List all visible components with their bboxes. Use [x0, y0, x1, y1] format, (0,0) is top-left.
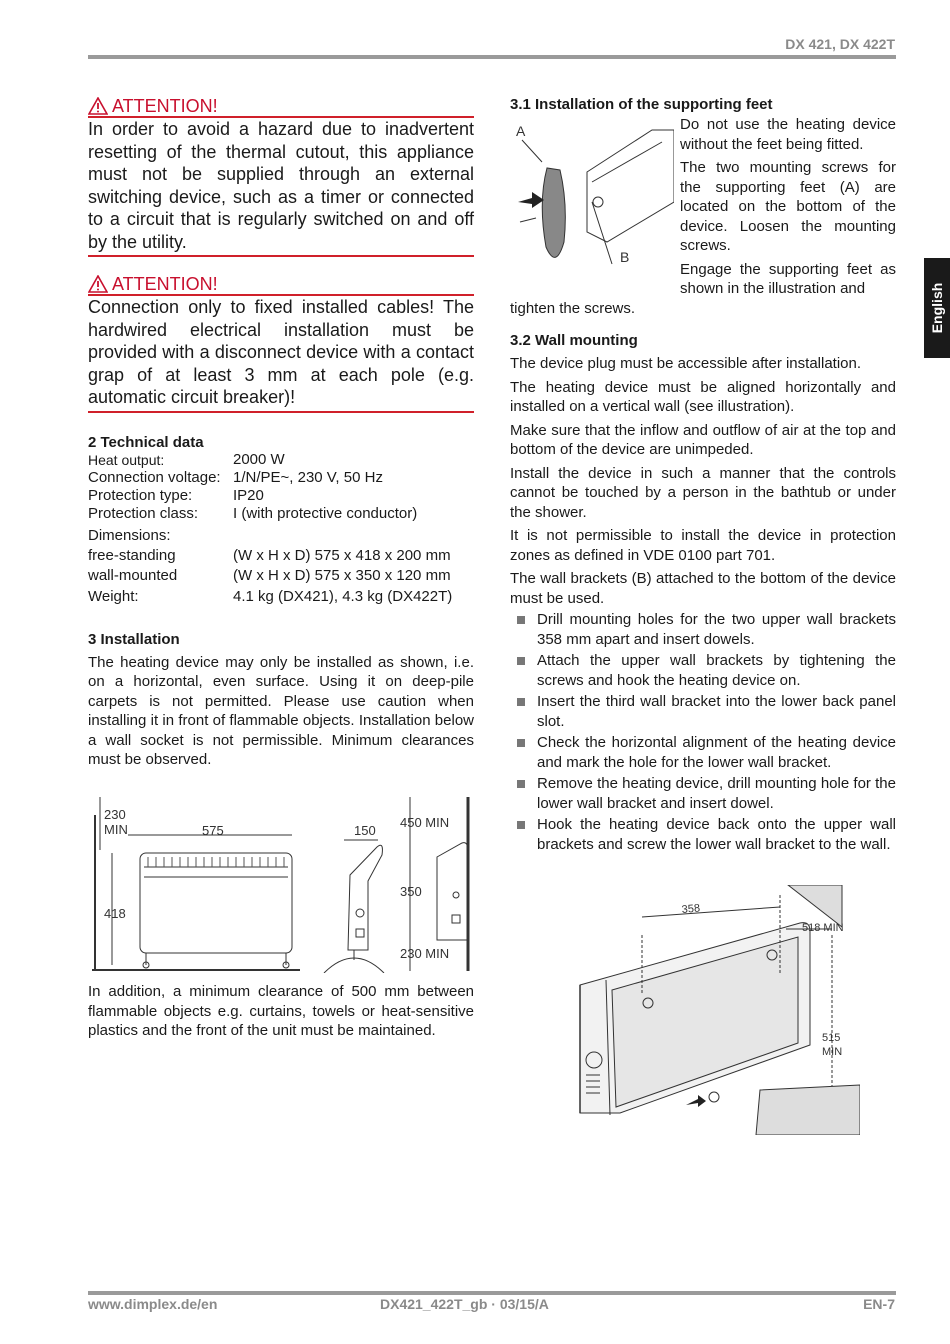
- table-row: Protection type: IP20: [88, 486, 264, 504]
- right-column: [510, 96, 896, 856]
- clearance-diagram: [92, 795, 474, 973]
- dimension-label: MIN: [822, 1046, 843, 1058]
- list-item: Hook the heating device back onto the upper wall brackets and screw the lower wall bracket to the wall.: [510, 815, 896, 854]
- supporting-feet-heading: 3.1 Installation of the supporting feet: [510, 96, 773, 113]
- attention-label: ATTENTION!: [112, 274, 218, 294]
- list-item: Check the horizontal alignment of the heating device and mark the hole for the lower wall bracket.: [510, 733, 896, 772]
- footer-website: www.dimplex.de/en: [88, 1296, 218, 1312]
- footer-page-number: EN-7: [863, 1296, 895, 1312]
- dimension-label: 150: [354, 823, 376, 838]
- attention-text: In order to avoid a hazard due to inadvertent resetting of the thermal cutout, this appliance must not be supplied through an external switching device, such as a timer or connected to a circuit that is regularly switched on and off by the utility.: [88, 118, 474, 257]
- dimension-label: MIN: [104, 822, 128, 837]
- table-row: Protection class: I (with protective conductor): [88, 504, 418, 522]
- dimension-label: 575: [202, 823, 224, 838]
- callout-label: A: [516, 123, 526, 139]
- wall-text: It is not permissible to install the device in protection zones as defined in VDE 0100 part 701.: [510, 527, 896, 564]
- attention-text: Connection only to fixed installed cables! The hardwired electrical installation must be provided with a disconnect device with a contact grap of at least 3 mm at each pole (e.g. automatic circuit breaker)!: [88, 296, 474, 413]
- attention-label: ATTENTION!: [112, 96, 218, 116]
- list-item: Remove the heating device, drill mounting hole for the lower wall bracket and insert dowel.: [510, 774, 896, 813]
- warning-triangle-icon: [88, 275, 108, 293]
- wall-text: Install the device in such a manner that the controls cannot be touched by a person in the bathtub or under the shower.: [510, 464, 896, 521]
- list-item: Insert the third wall bracket into the lower back panel slot.: [510, 692, 896, 731]
- feet-text-4: tighten the screws.: [510, 299, 636, 317]
- installation-heading: 3 Installation: [88, 630, 180, 648]
- dimension-label: 518 MIN: [802, 922, 844, 934]
- table-row: Weight: 4.1 kg (DX421), 4.3 kg (DX422T): [88, 587, 453, 605]
- language-tab: [924, 258, 950, 358]
- list-item: Drill mounting holes for the two upper wall brackets 358 mm apart and insert dowels.: [510, 610, 896, 649]
- table-row: wall-mounted (W x H x D) 575 x 350 x 120 mm: [88, 566, 451, 584]
- language-tab-label: English: [929, 282, 945, 334]
- supporting-feet-diagram: [512, 122, 674, 272]
- dimension-label: 230 MIN: [400, 946, 450, 961]
- feet-text-2: The two mounting screws for the supporting feet (A) are located on the bottom of the device. Loosen the mounting screws.: [680, 159, 896, 254]
- wall-text: The heating device must be aligned horizontally and installed on a vertical wall (see illustration).: [510, 378, 896, 415]
- list-item: Attach the upper wall brackets by tightening the screws and hook the heating device on.: [510, 651, 896, 690]
- dimension-label: 450 MIN: [400, 815, 450, 830]
- dimension-label: 358: [681, 902, 701, 916]
- document-model-title: DX 421, DX 422T: [785, 36, 895, 52]
- installation-text: The heating device may only be installed as shown, i.e. on a horizontal, even surface. Using it on deep-pile carpets is not permitted. Please use caution when installing it in front of flammable objects. Installation below a wall socket is not permissible. Minimum clearances must be observed.: [88, 653, 474, 768]
- wall-text: The device plug must be accessible after installation.: [510, 355, 862, 372]
- feet-text-1: Do not use the heating device without the feet being fitted.: [680, 116, 896, 153]
- callout-label: B: [620, 249, 630, 265]
- attention-block-1: [88, 96, 474, 257]
- footer-document-id: DX421_422T_gb · 03/15/A: [380, 1296, 549, 1312]
- left-column: [88, 96, 474, 770]
- table-row: Connection voltage: 1/N/PE~, 230 V, 50 Hz: [88, 468, 383, 486]
- wall-text: Make sure that the inflow and outflow of air at the top and bottom of the device are unimpeded.: [510, 421, 896, 458]
- technical-data-table: [88, 451, 417, 523]
- dimensions-label: Dimensions:: [88, 526, 171, 544]
- dimension-label: 418: [104, 906, 126, 921]
- attention-block-2: [88, 274, 474, 413]
- footer-rule: [88, 1291, 896, 1295]
- table-row: free-standing (W x H x D) 575 x 418 x 200 mm: [88, 546, 451, 564]
- table-row: Heat output: 2000 W: [88, 450, 285, 468]
- installation-after-text: In addition, a minimum clearance of 500 mm between flammable objects e.g. curtains, towels or heat-sensitive plastics and the front of the unit must be maintained.: [88, 983, 474, 1039]
- dimension-label: 515: [822, 1032, 841, 1044]
- feet-text-3: Engage the supporting feet as shown in the illustration and: [680, 260, 896, 297]
- wall-text: The wall brackets (B) attached to the bottom of the device must be used.: [510, 570, 896, 607]
- dimensions-table: [88, 546, 452, 607]
- wall-mounting-heading: 3.2 Wall mounting: [510, 332, 638, 349]
- wall-mounting-steps: [510, 610, 896, 854]
- header-rule: [88, 55, 896, 59]
- dimension-label: 230: [104, 807, 126, 822]
- dimension-label: 350: [400, 884, 422, 899]
- wall-mounting-diagram: [570, 885, 860, 1135]
- warning-triangle-icon: [88, 97, 108, 115]
- technical-data-heading: 2 Technical data: [88, 433, 204, 451]
